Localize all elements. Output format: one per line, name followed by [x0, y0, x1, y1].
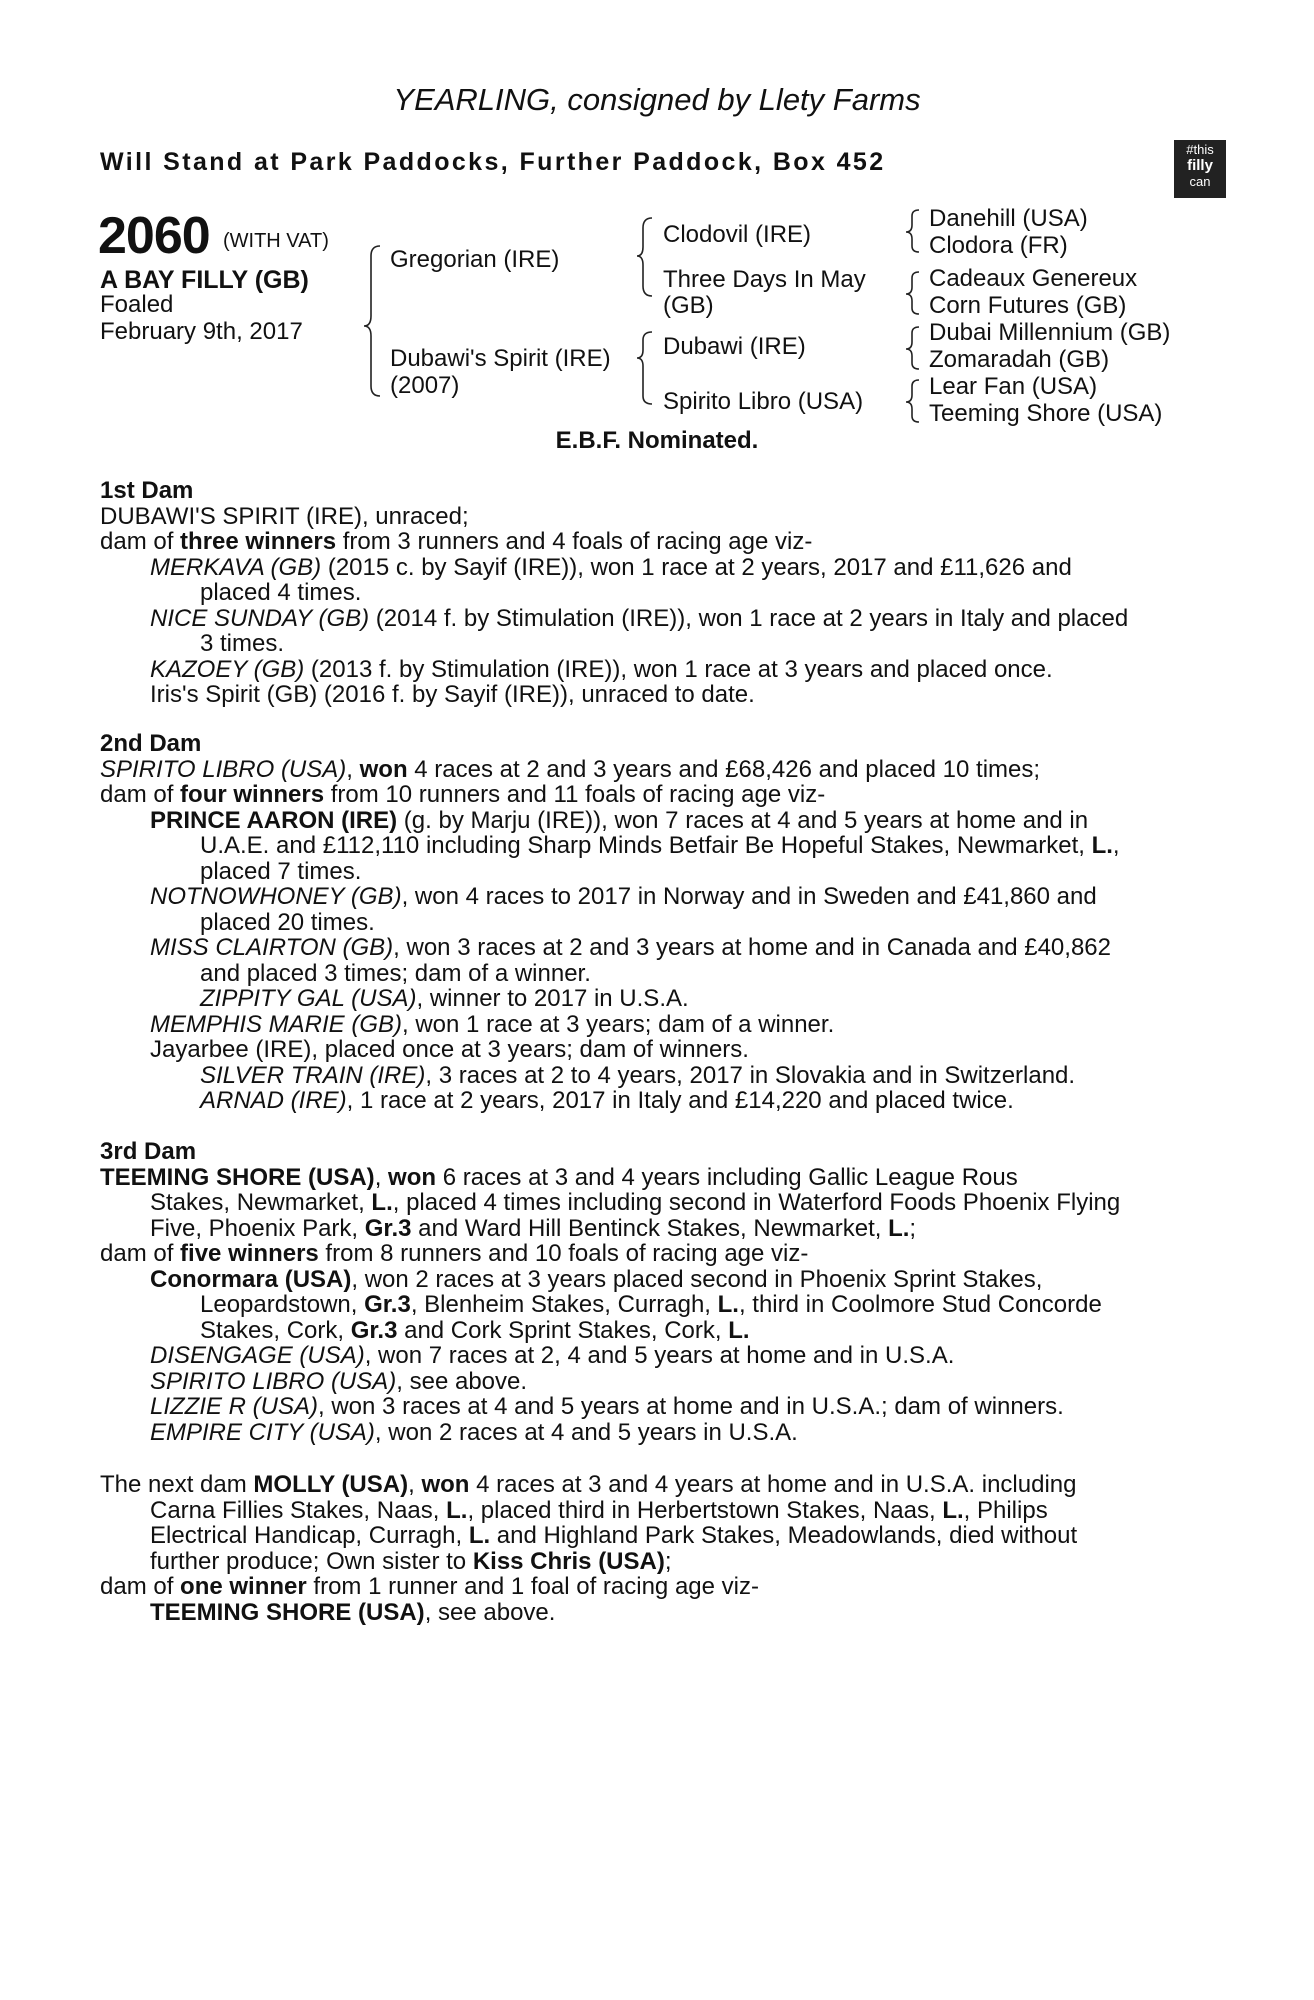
second-dam-section: [100, 731, 1204, 1114]
first-dam-section: [100, 478, 1204, 708]
produce-lizzie-r: LIZZIE R (USA), won 3 races at 4 and 5 years at home and in U.S.A.; dam of winners.: [150, 1393, 1064, 1420]
pedigree-sire-sire: Clodovil (IRE): [663, 221, 812, 248]
produce-iris-spirit: Iris's Spirit (GB) (2016 f. by Sayif (IRE)), unraced to date.: [150, 681, 755, 708]
catalogue-title: YEARLING, consigned by Llety Farms: [393, 82, 921, 117]
third-dam-line1: TEEMING SHORE (USA), won 6 races at 3 and 4 years including Gallic League Rous: [100, 1163, 1018, 1191]
vat-note: (WITH VAT): [223, 230, 329, 252]
next-dam-line1: The next dam MOLLY (USA), won 4 races at 3 and 4 years at home and in U.S.A. including: [100, 1471, 1077, 1498]
third-dam-line2: Stakes, Newmarket, L., placed 4 times including second in Waterford Foods Phoenix Flying: [150, 1189, 1121, 1216]
produce-conormara-cont2: Stakes, Cork, Gr.3 and Cork Sprint Stakes, Cork, L.: [200, 1316, 750, 1344]
produce-teeming-shore: TEEMING SHORE (USA), see above.: [150, 1598, 556, 1626]
pedigree-dds: Lear Fan (USA): [929, 373, 1098, 400]
second-dam-title: 2nd Dam: [100, 730, 202, 757]
produce-empire-city: EMPIRE CITY (USA), won 2 races at 4 and 5 years in U.S.A.: [150, 1418, 798, 1446]
produce-miss-clairton-cont: and placed 3 times; dam of a winner.: [200, 959, 591, 987]
second-dam-line: SPIRITO LIBRO (USA), won 4 races at 2 and 3 years and £68,426 and placed 10 times;: [100, 755, 1041, 783]
produce-conormara: Conormara (USA), won 2 races at 3 years placed second in Phoenix Sprint Stakes,: [150, 1265, 1043, 1293]
produce-notnowhoney: NOTNOWHONEY (GB), won 4 races to 2017 in Norway and in Sweden and £41,860 and: [150, 883, 1097, 910]
produce-prince-aaron: PRINCE AARON (IRE) (g. by Marju (IRE)), won 7 races at 4 and 5 years at home and in: [150, 806, 1089, 834]
produce-merkava-cont: placed 4 times.: [200, 579, 362, 606]
produce-nice-sunday: NICE SUNDAY (GB) (2014 f. by Stimulation (IRE)), won 1 race at 2 years in Italy and placed: [150, 604, 1129, 632]
produce-nice-sunday-cont: 3 times.: [200, 630, 285, 657]
pedigree-sire: Gregorian (IRE): [390, 246, 560, 273]
pedigree-sss: Danehill (USA): [929, 205, 1088, 232]
bracket-clodovil: [906, 210, 919, 252]
bracket-dam: [637, 332, 652, 404]
produce-kazoey: KAZOEY (GB) (2013 f. by Stimulation (IRE)), won 1 race at 3 years and placed once.: [150, 655, 1053, 683]
badge-line-2: filly: [1187, 157, 1213, 174]
pedigree-sire-dam-line1: Three Days In May: [663, 266, 866, 293]
produce-silver-train: SILVER TRAIN (IRE), 3 races at 2 to 4 years, 2017 in Slovakia and in Switzerland.: [200, 1061, 1076, 1089]
bracket-three-days: [906, 272, 919, 314]
next-dam-line4: further produce; Own sister to Kiss Chris (USA);: [150, 1547, 672, 1575]
second-dam-produce-summary: dam of four winners from 10 runners and 11 foals of racing age viz-: [100, 781, 826, 808]
produce-miss-clairton: MISS CLAIRTON (GB), won 3 races at 2 and 3 years at home and in Canada and £40,862: [150, 934, 1111, 961]
produce-arnad: ARNAD (IRE), 1 race at 2 years, 2017 in Italy and £14,220 and placed twice.: [200, 1087, 1014, 1114]
foaled-label: Foaled: [100, 291, 174, 318]
third-dam-line3: Five, Phoenix Park, Gr.3 and Ward Hill Bentinck Stakes, Newmarket, L.;: [150, 1214, 917, 1242]
foaled-date: February 9th, 2017: [100, 318, 303, 345]
pedigree-sds: Cadeaux Genereux: [929, 265, 1138, 292]
produce-prince-aaron-cont2: placed 7 times.: [200, 857, 362, 885]
produce-merkava: MERKAVA (GB) (2015 c. by Sayif (IRE)), won 1 race at 2 years, 2017 and £11,626 and: [150, 553, 1072, 581]
bracket-gen1: [364, 246, 380, 396]
lot-name: A BAY FILLY (GB): [100, 266, 309, 294]
pedigree-dss: Dubai Millennium (GB): [929, 319, 1171, 346]
next-dam-line2: Carna Fillies Stakes, Naas, L., placed third in Herbertstown Stakes, Naas, L., Philips: [150, 1496, 1048, 1524]
first-dam-title: 1st Dam: [100, 477, 194, 504]
produce-disengage: DISENGAGE (USA), won 7 races at 2, 4 and 5 years at home and in U.S.A.: [150, 1342, 955, 1369]
produce-conormara-cont: Leopardstown, Gr.3, Blenheim Stakes, Curragh, L., third in Coolmore Stud Concorde: [200, 1291, 1102, 1318]
pedigree-brackets: [0, 0, 1314, 440]
bracket-sire: [637, 218, 652, 296]
pedigree-ddd: Teeming Shore (USA): [929, 400, 1163, 427]
produce-zippity-gal: ZIPPITY GAL (USA), winner to 2017 in U.S.A.: [200, 985, 689, 1012]
produce-spirito-libro: SPIRITO LIBRO (USA), see above.: [150, 1367, 528, 1395]
badge-line-3: can: [1189, 174, 1211, 189]
ebf-nominated: E.B.F. Nominated.: [555, 427, 759, 454]
next-dam-produce-summary: dam of one winner from 1 runner and 1 foal of racing age viz-: [100, 1573, 759, 1600]
pedigree-dam-line2: (2007): [390, 372, 460, 399]
pedigree-dam-line1: Dubawi's Spirit (IRE): [390, 345, 611, 372]
badge-line-1: #this: [1186, 142, 1214, 157]
next-dam-section: [100, 1472, 1204, 1625]
first-dam-line: DUBAWI'S SPIRIT (IRE), unraced;: [100, 502, 469, 530]
produce-notnowhoney-cont: placed 20 times.: [200, 908, 375, 936]
pedigree-sire-dam-line2: (GB): [663, 292, 714, 319]
bracket-spirito: [906, 380, 919, 422]
pedigree-dam-dam: Spirito Libro (USA): [663, 388, 864, 415]
bracket-dubawi: [906, 327, 919, 369]
produce-jayarbee: Jayarbee (IRE), placed once at 3 years; dam of winners.: [150, 1036, 749, 1063]
produce-prince-aaron-cont: U.A.E. and £112,110 including Sharp Minds Betfair Be Hopeful Stakes, Newmarket, L.,: [200, 832, 1120, 859]
third-dam-title: 3rd Dam: [100, 1138, 197, 1165]
pedigree-ssd: Clodora (FR): [929, 232, 1068, 259]
stand-location: Will Stand at Park Paddocks, Further Paddock, Box 452: [100, 148, 886, 176]
pedigree-sdd: Corn Futures (GB): [929, 292, 1127, 319]
pedigree-dam-sire: Dubawi (IRE): [663, 333, 806, 360]
third-dam-produce-summary: dam of five winners from 8 runners and 10 foals of racing age viz-: [100, 1240, 809, 1267]
pedigree-dsd: Zomaradah (GB): [929, 346, 1110, 373]
lot-number: 2060: [98, 207, 210, 265]
third-dam-section: [100, 1139, 1204, 1445]
next-dam-line3: Electrical Handicap, Curragh, L. and Highland Park Stakes, Meadowlands, died without: [150, 1522, 1078, 1549]
first-dam-produce-summary: dam of three winners from 3 runners and 4 foals of racing age viz-: [100, 528, 813, 555]
produce-memphis-marie: MEMPHIS MARIE (GB), won 1 race at 3 years; dam of a winner.: [150, 1010, 835, 1038]
